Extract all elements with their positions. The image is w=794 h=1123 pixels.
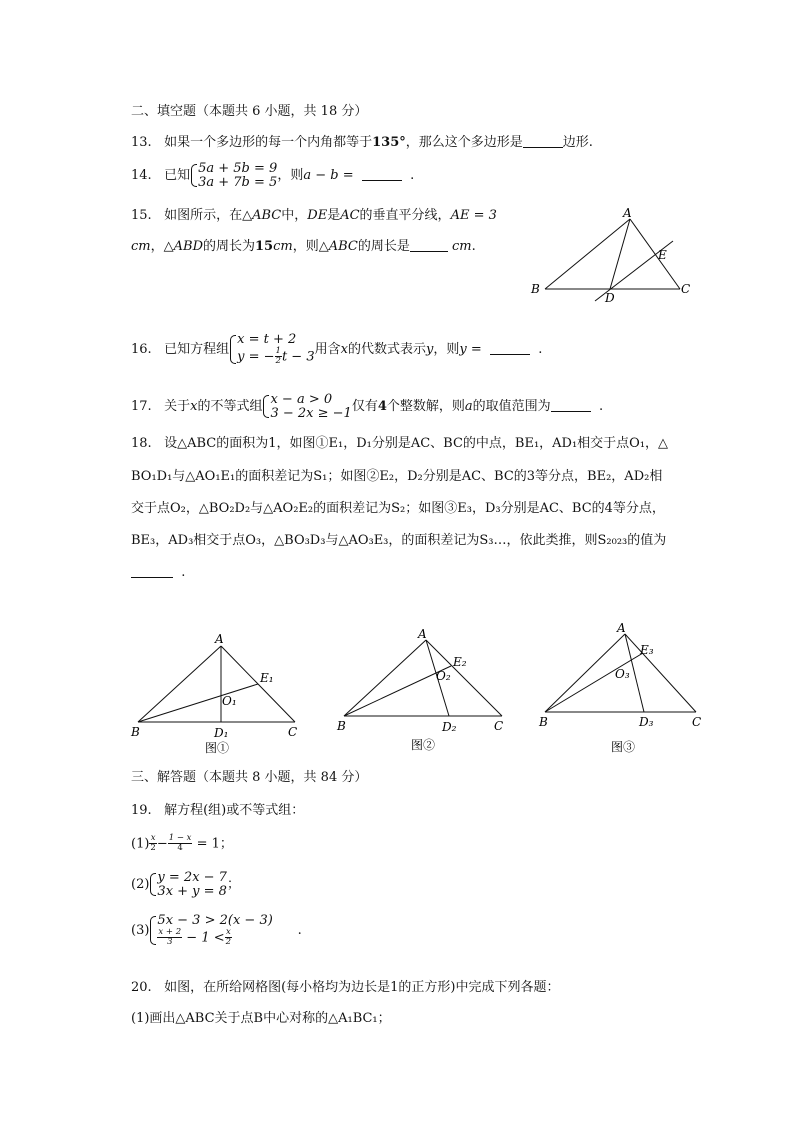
question-13 (131, 135, 593, 151)
fraction-numerator: x + 2 (158, 926, 182, 937)
unit-cm: cm (131, 239, 151, 254)
period: . (471, 239, 476, 254)
fraction-numerator: 1 − x (168, 833, 192, 843)
equation-system (229, 333, 314, 366)
question-text: 的不等式组 (197, 399, 263, 415)
question-text: 边形. (562, 135, 593, 150)
period: . (598, 399, 604, 415)
label-b: B (131, 725, 140, 739)
count-value: 4 (377, 399, 387, 415)
segment-ab (545, 634, 625, 712)
segment-de: DE (307, 208, 328, 223)
perimeter-value: 15 (255, 239, 274, 254)
answer-blank[interactable] (410, 239, 448, 252)
section-2-title: 二、填空题（本题共 6 小题，共 18 分） (131, 104, 368, 119)
fraction-x-over-2 (225, 928, 232, 948)
q15-triangle-figure (525, 203, 700, 303)
q18-figure-2 (332, 622, 517, 752)
part-label: (1) (131, 836, 150, 852)
inequality-system (149, 914, 272, 947)
segment-be (138, 684, 258, 722)
label-a: A (215, 632, 224, 646)
segment-be (344, 666, 451, 716)
answer-blank[interactable] (131, 565, 173, 578)
fraction-numerator: x (150, 833, 156, 843)
question-text: 的垂直平分线， (359, 208, 451, 223)
unit-cm: cm (273, 239, 293, 254)
question-text: ， (150, 239, 164, 254)
label-a: A (617, 621, 626, 635)
segment-ad (610, 219, 630, 289)
inequality-2: 3 − 2x ≥ −1 (270, 405, 352, 421)
question-text: 个整数解，则 (386, 399, 465, 415)
variable-a: a (464, 399, 473, 415)
question-18-line-5 (131, 565, 185, 581)
question-text: 的取值范围为 (472, 399, 551, 415)
label-c: C (288, 725, 298, 739)
fraction-1-minus-x-over-4 (168, 834, 193, 854)
variable-y: y (425, 342, 434, 358)
variable-x: x (190, 399, 198, 415)
question-14 (131, 162, 414, 189)
label-e: E₃ (640, 643, 654, 657)
unit-cm: cm (452, 239, 472, 254)
question-text: ，则 (277, 168, 304, 184)
question-text: ，则 (292, 239, 319, 254)
label-c: C (681, 282, 691, 296)
question-18-line-4 (131, 533, 666, 549)
inequality-2 (157, 928, 272, 948)
fraction-denominator: 2 (150, 843, 156, 854)
inequality-middle: − 1 < (186, 929, 225, 945)
question-text: 关于 (164, 399, 191, 415)
question-text: BO₁D₁与△AO₁E₁的面积差记为S₁；如图②E₂，D₂分别是AC、BC的3等分点，BE₂，AD₂相 (131, 469, 663, 484)
segment-ab (344, 640, 426, 716)
label-d: D₃ (639, 715, 654, 729)
question-text: 是 (327, 208, 341, 223)
question-text: 用含 (314, 342, 341, 358)
figure-caption: 图② (411, 738, 436, 752)
fraction-denominator: 3 (167, 936, 173, 947)
label-d: D (605, 291, 615, 303)
question-19-part-2 (131, 871, 240, 898)
equation-2 (237, 347, 314, 367)
period: . (181, 565, 186, 580)
question-20-part-1 (131, 1011, 391, 1027)
label-o: O₃ (615, 667, 630, 681)
segment-ab (138, 646, 221, 722)
fraction-denominator: 2 (225, 936, 232, 947)
question-15-line-2 (131, 239, 476, 255)
label-o: O₂ (436, 669, 451, 683)
question-number: 18. (131, 436, 152, 451)
period: . (297, 923, 302, 939)
label-a: A (623, 206, 632, 220)
segment-ac (630, 219, 680, 289)
question-18-line-3 (131, 501, 665, 517)
fraction-numerator: 1 (275, 345, 281, 356)
operator: − (156, 836, 168, 852)
question-17 (131, 393, 603, 420)
fraction-x-plus-2-over-3 (157, 928, 182, 948)
q18-figure-3 (533, 617, 718, 757)
inequality-1: 5x − 3 > 2(x − 3) (157, 913, 273, 928)
question-number: 13. (131, 135, 152, 150)
question-text: BE₃，AD₃相交于点O₃，△BO₃D₃与△AO₃E₃，的面积差记为S₃…，依此类推，则S₂₀₂₃的值为 (131, 533, 667, 548)
fraction-denominator: 2 (275, 355, 281, 366)
triangle-abd: △ABD (163, 239, 203, 254)
equation-2: 3a + 7b = 5 (198, 174, 278, 190)
answer-blank[interactable] (362, 168, 402, 181)
question-18-line-2 (131, 469, 662, 485)
question-text: 中， (281, 208, 308, 223)
label-b: B (337, 719, 346, 733)
question-text: 解方程(组)或不等式组： (164, 803, 305, 818)
question-19-part-3 (131, 914, 302, 947)
equation-system (190, 162, 277, 189)
label-d: D₂ (442, 720, 457, 734)
label-a: A (418, 627, 427, 641)
question-text: 设△ABC的面积为1，如图①E₁，D₁分别是AC、BC的中点，BE₁，AD₁相交于点O₁，△ (164, 436, 669, 451)
triangle-abc: △ABC (242, 208, 282, 223)
question-text: 的周长为 (203, 239, 256, 254)
period: . (538, 342, 543, 358)
question-text: 的周长是 (357, 239, 410, 254)
variable-x: x (340, 342, 348, 358)
equation-system (149, 871, 227, 898)
label-e: E₂ (453, 655, 467, 669)
answer-blank[interactable] (523, 135, 563, 148)
part-label: (2) (131, 877, 150, 893)
label-c: C (692, 715, 702, 729)
expression: a − b = (303, 168, 354, 184)
segment-ac (625, 634, 696, 712)
inequality-system (262, 393, 351, 420)
part-label: (3) (131, 923, 150, 939)
equation-1: x = t + 2 (237, 332, 297, 347)
question-text: (1)画出△ABC关于点B中心对称的△A₁BC₁； (131, 1011, 391, 1026)
inequality-1: x − a > 0 (270, 392, 333, 407)
question-19-part-1 (131, 834, 233, 854)
label-d: D₁ (214, 726, 229, 740)
question-text: ，那么这个多边形是 (405, 135, 523, 150)
fraction-half (275, 347, 282, 367)
question-number: 16. (131, 342, 152, 358)
question-number: 17. (131, 399, 152, 415)
question-text: 如图所示，在 (164, 208, 243, 223)
question-text: 已知 (164, 168, 191, 184)
question-number: 19. (131, 803, 152, 818)
question-number: 20. (131, 980, 152, 995)
answer-blank[interactable] (551, 399, 591, 412)
question-18-line-1 (131, 436, 668, 452)
equation-2-right: t − 3 (281, 348, 315, 364)
equation-2: 3x + y = 8 (157, 883, 227, 899)
angle-value: 135° (372, 135, 406, 150)
figure-caption: 图③ (611, 740, 636, 754)
label-e: E (658, 248, 667, 262)
label-b: B (539, 715, 548, 729)
segment-ab (545, 219, 630, 289)
ae-value: AE = 3 (450, 208, 497, 223)
equation-1: y = 2x − 7 (157, 870, 227, 885)
segment-be (545, 653, 643, 712)
question-16 (131, 333, 542, 366)
question-text: 如果一个多边形的每一个内角都等于 (164, 135, 373, 150)
fraction-x-over-2 (149, 834, 156, 854)
question-20 (131, 980, 560, 996)
question-text: 已知方程组 (164, 342, 230, 358)
equation-1: 5a + 5b = 9 (198, 161, 278, 176)
triangle-abc: △ABC (318, 239, 358, 254)
punctuation: ； (226, 877, 240, 893)
fraction-numerator: x (225, 926, 231, 937)
fraction-denominator: 4 (177, 843, 183, 854)
equation-2-left: y = − (237, 348, 275, 364)
q18-figure-1 (125, 628, 315, 758)
question-text: 如图，在所给网格图(每小格均为边长是1的正方形)中完成下列各题： (164, 980, 560, 995)
label-c: C (494, 719, 504, 733)
section-3-title: 三、解答题（本题共 8 小题，共 84 分） (131, 770, 368, 785)
period: . (410, 168, 415, 184)
question-19 (131, 803, 304, 819)
label-o: O₁ (222, 694, 237, 708)
question-number: 15. (131, 208, 152, 223)
label-b: B (531, 282, 540, 296)
question-number: 14. (131, 168, 152, 184)
question-text: 的代数式表示 (347, 342, 426, 358)
question-text: 交于点O₂，△BO₂D₂与△AO₂E₂的面积差记为S₂；如图③E₃，D₃分别是AC、BC的4等分点， (131, 501, 665, 516)
expression: y = (459, 342, 482, 358)
figure-caption: 图① (205, 741, 230, 755)
answer-blank[interactable] (490, 342, 530, 355)
question-text: ，则 (433, 342, 460, 358)
equation-rhs: = 1； (196, 836, 233, 852)
segment-ac: AC (340, 208, 360, 223)
question-15-line-1 (131, 208, 497, 224)
label-e: E₁ (260, 671, 274, 685)
question-text: 仅有 (351, 399, 378, 415)
